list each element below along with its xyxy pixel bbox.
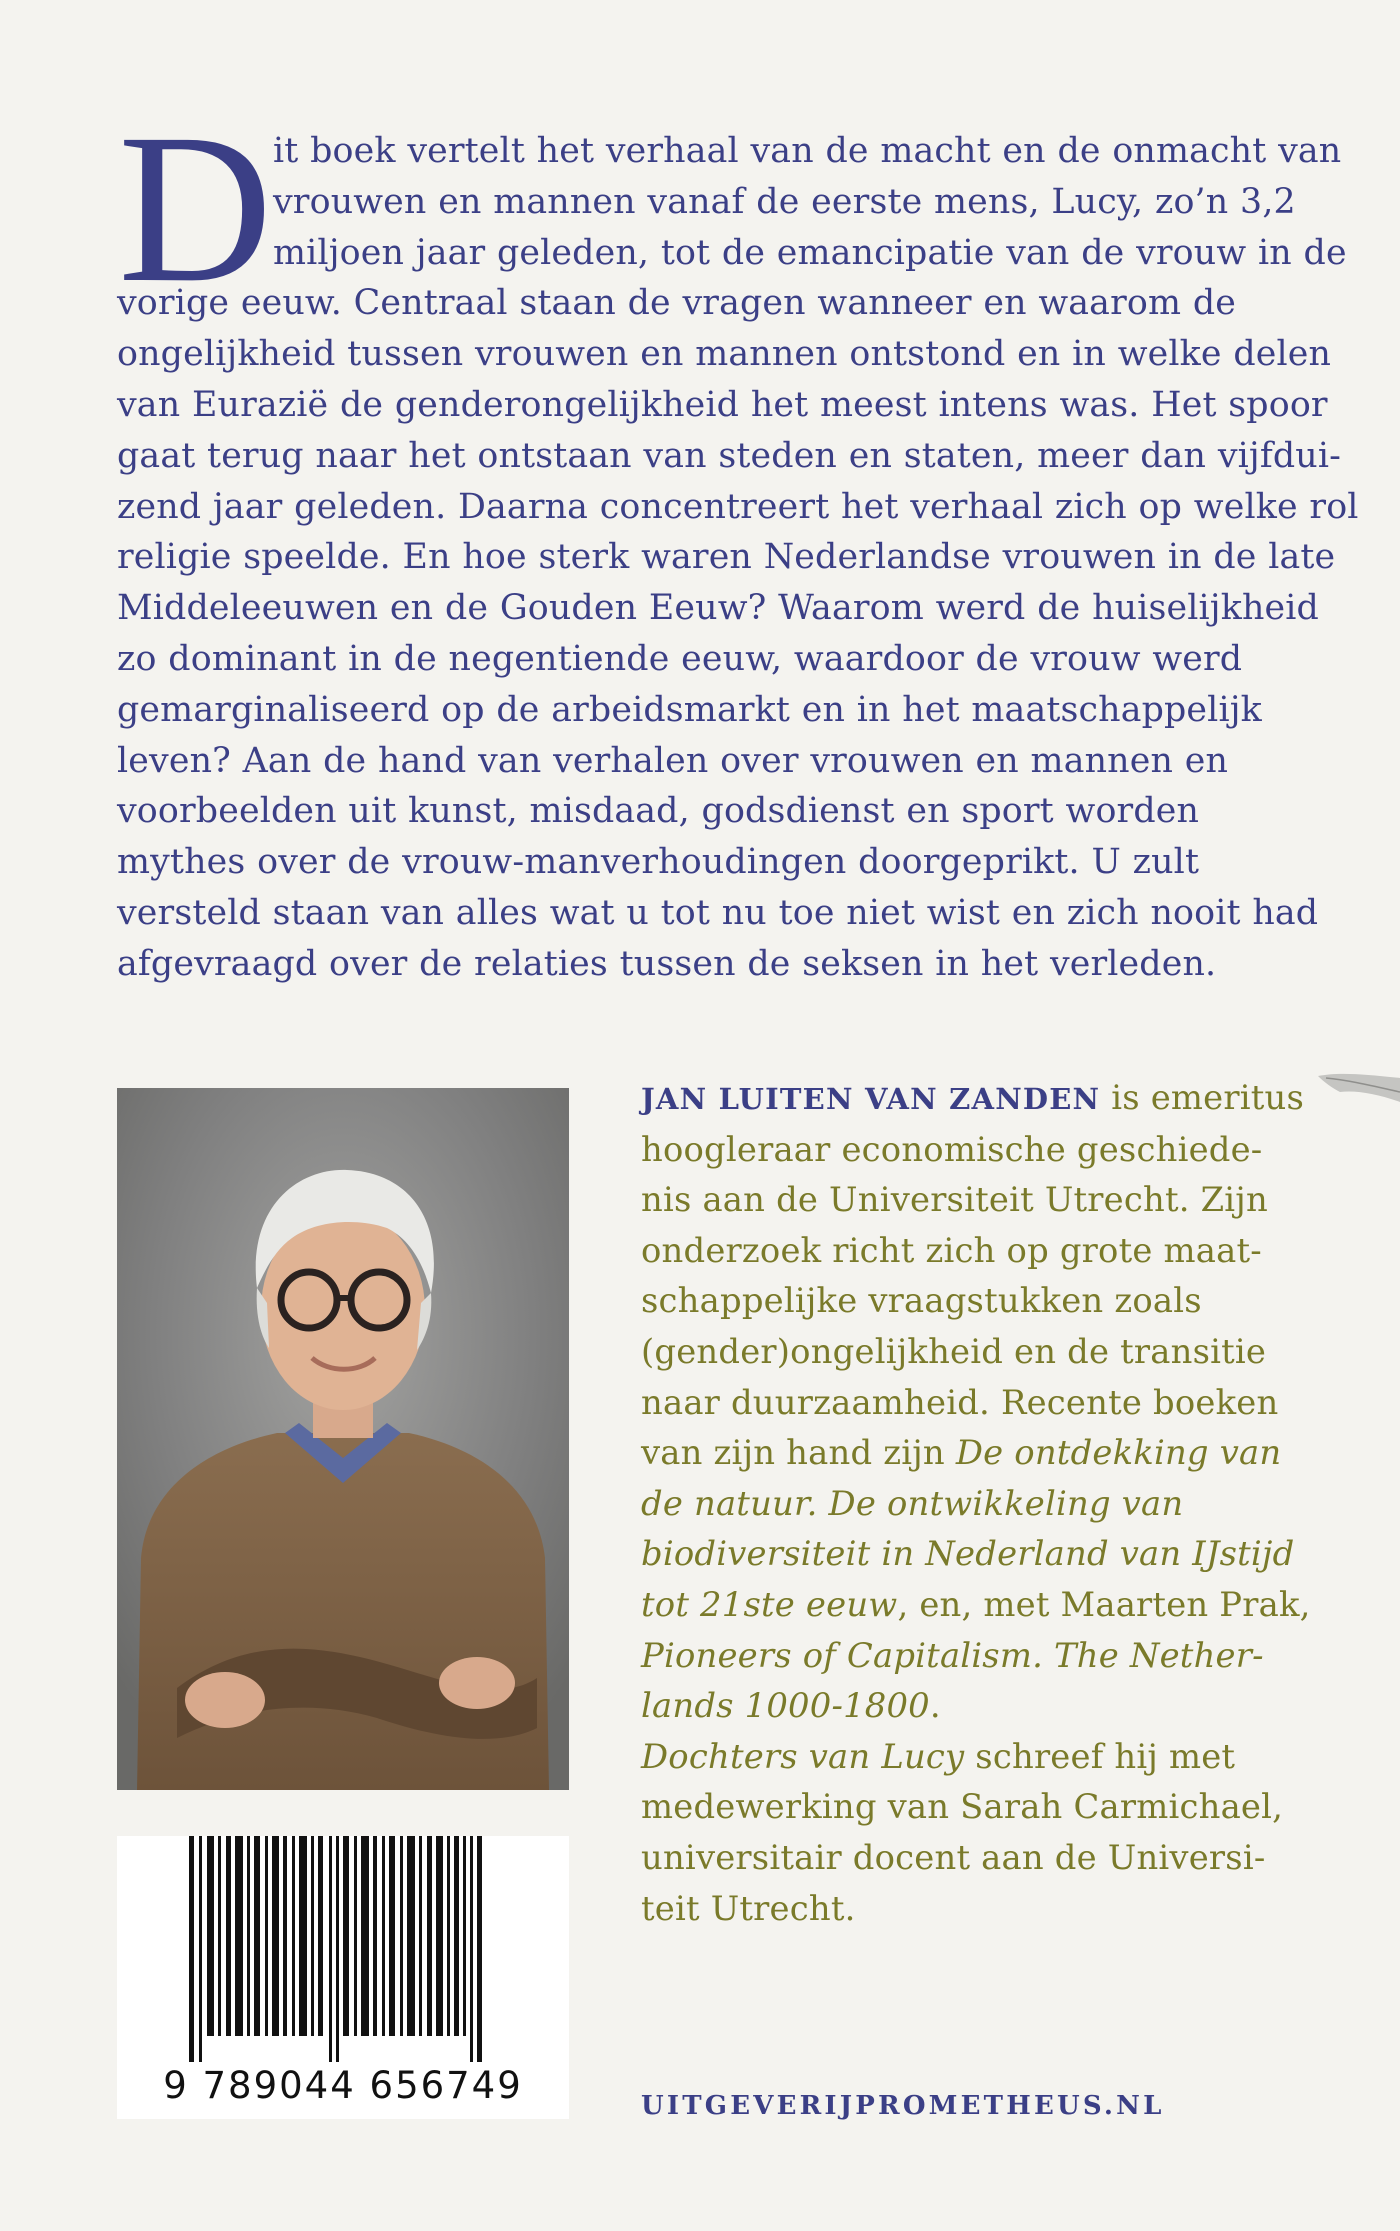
blurb-line: van Eurazië de genderongelijkheid het meest intens was. Het spoor — [117, 384, 1328, 425]
author-portrait-illustration — [117, 1088, 569, 1790]
blurb-line: gemarginaliseerd op de arbeidsmarkt en in het maatschappelijk — [117, 689, 1262, 730]
blurb-line: afgevraagd over de relaties tussen de seksen in het verleden. — [117, 943, 1217, 984]
book-title: Pioneers of Capitalism. The Nether- — [641, 1635, 1264, 1675]
blurb-line: leven? Aan de hand van verhalen over vrouwen en mannen en — [117, 740, 1229, 781]
book-blurb — [117, 126, 1359, 990]
book-title: tot 21ste eeuw — [641, 1584, 898, 1624]
publisher-website-link[interactable]: UITGEVERIJPROMETHEUS.NL — [641, 2091, 1165, 2121]
barcode-icon — [117, 1836, 569, 2062]
blurb-line: mythes over de vrouw-manverhoudingen doorgeprikt. U zult — [117, 842, 1200, 883]
bio-line — [641, 1073, 1341, 1125]
author-bio — [641, 1073, 1341, 1934]
book-title: biodiversiteit in Nederland van IJstijd — [641, 1534, 1295, 1574]
author-name: JAN LUITEN VAN ZANDEN — [641, 1082, 1101, 1116]
bio-line: hoogleraar economische geschiede- — [641, 1129, 1263, 1169]
bio-line: teit Utrecht. — [641, 1888, 856, 1928]
bio-line: nis aan de Universiteit Utrecht. Zijn — [641, 1180, 1268, 1220]
blurb-line: vrouwen en mannen vanaf de eerste mens, Lucy, zo’n 3,2 — [273, 181, 1296, 222]
book-title: de natuur. De ontwikkeling van — [641, 1483, 1184, 1523]
bio-line — [641, 1428, 1341, 1479]
book-title: Dochters van Lucy — [641, 1736, 965, 1776]
bio-line — [641, 1580, 1341, 1631]
bio-line — [641, 1479, 1341, 1530]
bio-line: universitair docent aan de Universi- — [641, 1837, 1266, 1877]
bio-line: medewerking van Sarah Carmichael, — [641, 1787, 1284, 1827]
isbn-number: 9 789044 656749 — [163, 2064, 523, 2107]
blurb-line: Middeleeuwen en de Gouden Eeuw? Waarom werd de huiselijkheid — [117, 588, 1319, 629]
drop-cap-letter: D — [118, 90, 273, 327]
blurb-line: voorbeelden uit kunst, misdaad, godsdienst en sport worden — [117, 791, 1200, 832]
bio-text: . — [929, 1686, 941, 1726]
blurb-line: religie speelde. En hoe sterk waren Nederlandse vrouwen in de late — [117, 537, 1336, 578]
blurb-line: gaat terug naar het ontstaan van steden en staten, meer dan vijfdui- — [117, 435, 1342, 476]
bio-line — [641, 1732, 1341, 1783]
bio-text: , en, met Maarten Prak, — [897, 1584, 1311, 1624]
bio-text: schreef hij met — [964, 1736, 1236, 1776]
book-title: lands 1000-1800 — [641, 1686, 930, 1726]
bio-line: onderzoek richt zich op grote maat- — [641, 1230, 1262, 1270]
blurb-line: it boek vertelt het verhaal van de macht en de onmacht van — [273, 131, 1342, 171]
bio-text: is emeritus — [1100, 1078, 1305, 1117]
bio-line — [641, 1529, 1341, 1580]
author-photo — [117, 1088, 569, 1790]
blurb-line: zend jaar geleden. Daarna concentreert het verhaal zich op welke rol — [117, 486, 1359, 527]
blurb-line: zo dominant in de negentiende eeuw, waardoor de vrouw werd — [117, 638, 1243, 679]
bio-text: van zijn hand zijn — [641, 1433, 956, 1473]
book-title: De ontdekking van — [955, 1433, 1282, 1473]
barcode — [117, 1836, 569, 2119]
bio-line: (gender)ongelijkheid en de transitie — [641, 1331, 1267, 1371]
blurb-line: versteld staan van alles wat u tot nu toe niet wist en zich nooit had — [117, 892, 1319, 933]
blurb-line: ongelijkheid tussen vrouwen en mannen ontstond en in welke delen — [117, 334, 1332, 375]
blurb-line: vorige eeuw. Centraal staan de vragen wanneer en waarom de — [117, 283, 1236, 324]
bio-line — [641, 1631, 1341, 1682]
bio-line: naar duurzaamheid. Recente boeken — [641, 1382, 1279, 1422]
bio-line: schappelijke vraagstukken zoals — [641, 1281, 1202, 1321]
blurb-line: miljoen jaar geleden, tot de emancipatie van de vrouw in de — [273, 232, 1347, 273]
bio-line — [641, 1681, 1341, 1732]
